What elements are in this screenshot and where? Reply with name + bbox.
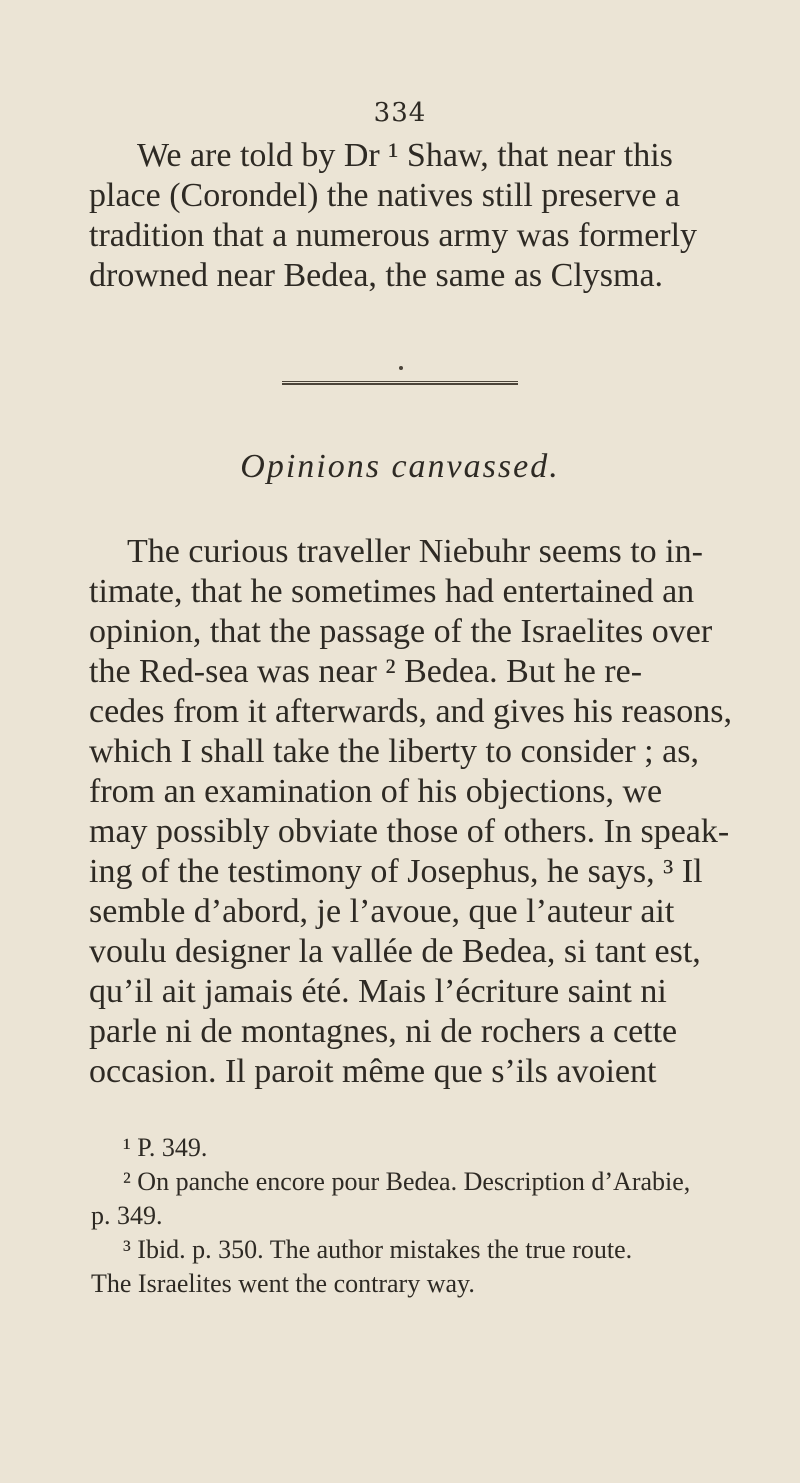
text-line: the Red-sea was near ² Bedea. But he re- bbox=[89, 653, 643, 690]
footnote-line: p. 349. bbox=[91, 1201, 163, 1230]
text-line: place (Corondel) the natives still preserve a bbox=[89, 177, 680, 214]
text-line: which I shall take the liberty to consider ; as, bbox=[89, 733, 699, 770]
text-line: parle ni de montagnes, ni de rochers a cette bbox=[89, 1013, 678, 1050]
ornament-dot bbox=[399, 366, 403, 370]
text-line: timate, that he sometimes had entertained an bbox=[89, 573, 695, 610]
text-line: from an examination of his objections, we bbox=[89, 773, 663, 810]
text-line: semble d’abord, je l’avoue, que l’auteur ait bbox=[89, 893, 675, 930]
section-heading: Opinions canvassed. bbox=[240, 448, 560, 485]
text-line: qu’il ait jamais été. Mais l’écriture saint ni bbox=[89, 973, 667, 1010]
footnote-line: ¹ P. 349. bbox=[123, 1133, 208, 1162]
text-line: may possibly obviate those of others. In speak- bbox=[89, 813, 730, 850]
text-line: voulu designer la vallée de Bedea, si tant est, bbox=[89, 933, 701, 970]
text-line: We are told by Dr ¹ Shaw, that near this bbox=[137, 137, 673, 174]
text-line: cedes from it afterwards, and gives his reasons, bbox=[89, 693, 732, 730]
text-line: opinion, that the passage of the Israelites over bbox=[89, 613, 713, 650]
section-rule bbox=[282, 381, 518, 385]
text-line: ing of the testimony of Josephus, he says, ³ Il bbox=[89, 853, 703, 890]
footnote-line: ³ Ibid. p. 350. The author mistakes the true route. bbox=[123, 1235, 633, 1264]
text-line: tradition that a numerous army was formerly bbox=[89, 217, 698, 254]
footnote-line: ² On panche encore pour Bedea. Description d’Arabie, bbox=[123, 1167, 691, 1196]
text-line: The curious traveller Niebuhr seems to in- bbox=[127, 533, 703, 570]
page-number: 334 bbox=[373, 98, 427, 128]
text-line: drowned near Bedea, the same as Clysma. bbox=[89, 257, 664, 294]
footnote-line: The Israelites went the contrary way. bbox=[91, 1269, 475, 1298]
text-line: occasion. Il paroit même que s’ils avoient bbox=[89, 1053, 657, 1090]
